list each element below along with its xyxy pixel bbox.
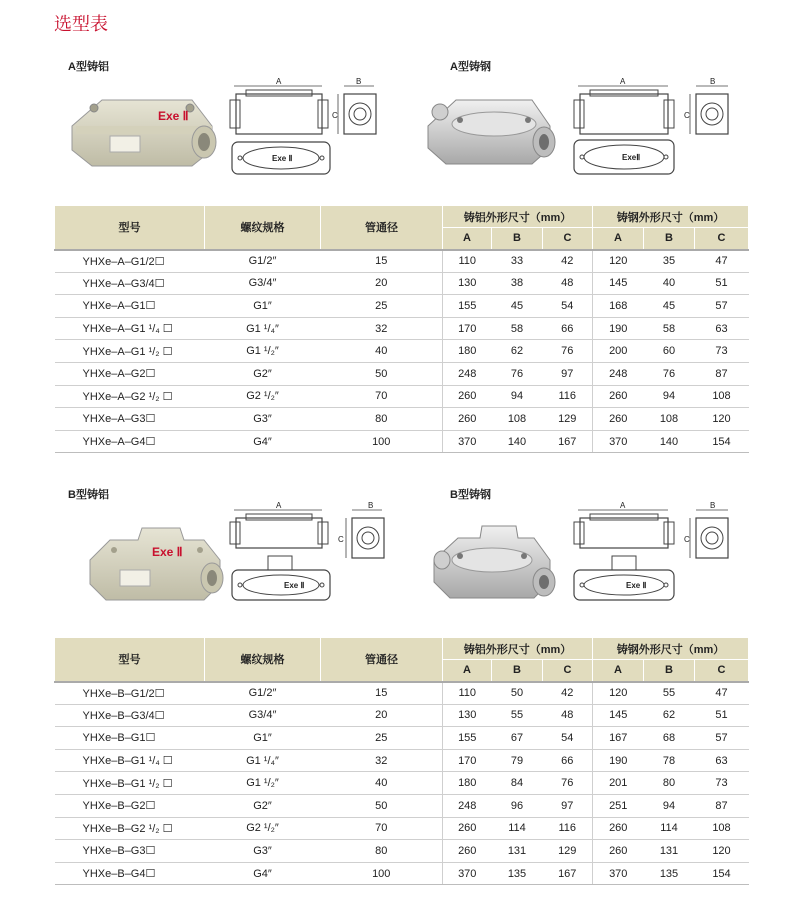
- b-aluminum-drawing: [228, 500, 388, 610]
- table-cell: 84: [492, 772, 543, 795]
- dim-label-a: A: [620, 77, 626, 86]
- table-cell: 73: [695, 340, 749, 363]
- table-cell: 167: [543, 862, 593, 885]
- a-steel-drawing-mark: ExeⅡ: [622, 153, 641, 162]
- table-cell: 168: [593, 295, 644, 318]
- table-row: [55, 408, 749, 431]
- header-thread: 螺纹规格: [205, 638, 321, 682]
- table-row: [55, 272, 749, 295]
- table-cell: 73: [695, 772, 749, 795]
- table-cell: 40: [321, 340, 443, 363]
- table-cell: 58: [492, 317, 543, 340]
- spec-table-a: [54, 205, 749, 453]
- table-cell: 370: [593, 862, 644, 885]
- table-cell: G1/2″: [205, 682, 321, 705]
- table-cell: 116: [543, 817, 593, 840]
- table-cell: 100: [321, 862, 443, 885]
- header-thread: 螺纹规格: [205, 206, 321, 250]
- table-cell: 120: [695, 408, 749, 431]
- dim-label-b: B: [710, 77, 716, 86]
- table-cell: 130: [443, 704, 492, 727]
- header-b: B: [644, 660, 695, 682]
- b-steel-drawing: [568, 500, 748, 610]
- section-b-aluminum-label: B型铸铝: [68, 489, 109, 501]
- table-cell: 40: [644, 272, 695, 295]
- table-cell: 114: [644, 817, 695, 840]
- table-cell: 140: [644, 430, 695, 453]
- table-cell: G1/2″: [205, 250, 321, 273]
- a-aluminum-drawing: [228, 76, 380, 186]
- table-cell: 120: [695, 840, 749, 863]
- table-cell: 51: [695, 272, 749, 295]
- header-aluminum-group: 铸铝外形尺寸（mm）: [443, 206, 593, 228]
- table-a-body: [55, 250, 749, 453]
- table-row: [55, 430, 749, 453]
- dim-label-b: B: [356, 77, 362, 86]
- section-a-steel-label: A型铸钢: [450, 61, 491, 73]
- table-cell: 260: [593, 817, 644, 840]
- table-cell: 32: [321, 317, 443, 340]
- table-cell: 100: [321, 430, 443, 453]
- table-cell: 42: [543, 250, 593, 273]
- table-cell: 129: [543, 408, 593, 431]
- model-cell: YHXe–A–G2 ¹/₂ ☐: [55, 385, 205, 408]
- model-cell: YHXe–A–G1/2☐: [55, 250, 205, 273]
- table-cell: 62: [492, 340, 543, 363]
- table-cell: 79: [492, 749, 543, 772]
- table-cell: 67: [492, 727, 543, 750]
- model-cell: YHXe–A–G3☐: [55, 408, 205, 431]
- table-cell: 50: [321, 362, 443, 385]
- table-cell: 154: [695, 862, 749, 885]
- a-aluminum-photo-mark: Exe Ⅱ: [158, 109, 189, 123]
- b-aluminum-photo: [80, 520, 230, 608]
- table-cell: 260: [443, 408, 492, 431]
- table-cell: G3/4″: [205, 272, 321, 295]
- table-row: [55, 794, 749, 817]
- table-cell: G3″: [205, 840, 321, 863]
- table-row: [55, 840, 749, 863]
- header-a: A: [593, 660, 644, 682]
- table-row: [55, 385, 749, 408]
- header-b: B: [644, 228, 695, 250]
- table-row: [55, 727, 749, 750]
- table-cell: 108: [695, 385, 749, 408]
- table-cell: 80: [321, 840, 443, 863]
- table-cell: 15: [321, 682, 443, 705]
- table-cell: 96: [492, 794, 543, 817]
- table-cell: 15: [321, 250, 443, 273]
- table-cell: 167: [593, 727, 644, 750]
- table-cell: 70: [321, 817, 443, 840]
- table-cell: 155: [443, 727, 492, 750]
- table-cell: 370: [443, 862, 492, 885]
- table-cell: G1 ¹/₂″: [205, 772, 321, 795]
- table-cell: 20: [321, 272, 443, 295]
- table-cell: 55: [644, 682, 695, 705]
- table-cell: 32: [321, 749, 443, 772]
- table-cell: 66: [543, 749, 593, 772]
- table-cell: 135: [644, 862, 695, 885]
- table-cell: 25: [321, 727, 443, 750]
- table-cell: G4″: [205, 862, 321, 885]
- table-cell: 35: [644, 250, 695, 273]
- model-cell: YHXe–B–G2☐: [55, 794, 205, 817]
- table-cell: 62: [644, 704, 695, 727]
- model-cell: YHXe–B–G1/2☐: [55, 682, 205, 705]
- table-cell: 154: [695, 430, 749, 453]
- table-cell: 248: [593, 362, 644, 385]
- table-cell: 248: [443, 362, 492, 385]
- table-cell: 42: [543, 682, 593, 705]
- table-cell: 80: [644, 772, 695, 795]
- section-b-steel-label: B型铸钢: [450, 489, 491, 501]
- table-row: [55, 862, 749, 885]
- page-title: 选型表: [54, 14, 108, 34]
- table-cell: 145: [593, 704, 644, 727]
- table-cell: 260: [443, 817, 492, 840]
- table-cell: 116: [543, 385, 593, 408]
- table-cell: 45: [644, 295, 695, 318]
- model-cell: YHXe–A–G1☐: [55, 295, 205, 318]
- table-cell: G2 ¹/₂″: [205, 817, 321, 840]
- header-steel-group: 铸钢外形尺寸（mm）: [593, 638, 749, 660]
- table-cell: 251: [593, 794, 644, 817]
- table-cell: 54: [543, 727, 593, 750]
- table-cell: 135: [492, 862, 543, 885]
- model-cell: YHXe–A–G1 ¹/₄ ☐: [55, 317, 205, 340]
- table-cell: 63: [695, 317, 749, 340]
- table-cell: 260: [443, 385, 492, 408]
- header-steel-group: 铸钢外形尺寸（mm）: [593, 206, 749, 228]
- table-cell: 108: [492, 408, 543, 431]
- table-cell: 260: [443, 840, 492, 863]
- table-row: [55, 317, 749, 340]
- table-cell: 167: [543, 430, 593, 453]
- table-cell: 55: [492, 704, 543, 727]
- b-aluminum-photo-mark: Exe Ⅱ: [152, 545, 183, 559]
- table-row: [55, 250, 749, 273]
- table-cell: 201: [593, 772, 644, 795]
- table-row: [55, 749, 749, 772]
- table-cell: 200: [593, 340, 644, 363]
- table-cell: 54: [543, 295, 593, 318]
- model-cell: YHXe–A–G2☐: [55, 362, 205, 385]
- table-row: [55, 817, 749, 840]
- table-cell: 76: [644, 362, 695, 385]
- dim-label-a: A: [620, 501, 626, 510]
- table-cell: 48: [543, 272, 593, 295]
- table-cell: 114: [492, 817, 543, 840]
- table-cell: G3/4″: [205, 704, 321, 727]
- table-row: [55, 772, 749, 795]
- dim-label-a: A: [276, 77, 282, 86]
- b-steel-photo: [422, 516, 562, 608]
- table-cell: 97: [543, 794, 593, 817]
- table-cell: 87: [695, 362, 749, 385]
- table-cell: 131: [492, 840, 543, 863]
- table-b-body: [55, 682, 749, 885]
- model-cell: YHXe–B–G2 ¹/₂ ☐: [55, 817, 205, 840]
- table-cell: 94: [644, 385, 695, 408]
- dim-label-c: C: [338, 535, 344, 544]
- model-cell: YHXe–A–G4☐: [55, 430, 205, 453]
- header-c: C: [543, 660, 593, 682]
- table-cell: 60: [644, 340, 695, 363]
- table-cell: 248: [443, 794, 492, 817]
- table-cell: 108: [695, 817, 749, 840]
- model-cell: YHXe–B–G1 ¹/₄ ☐: [55, 749, 205, 772]
- table-cell: 108: [644, 408, 695, 431]
- header-a: A: [593, 228, 644, 250]
- table-cell: 260: [593, 840, 644, 863]
- dim-label-a: A: [276, 501, 282, 510]
- dim-label-b: B: [710, 501, 716, 510]
- model-cell: YHXe–A–G3/4☐: [55, 272, 205, 295]
- table-cell: 260: [593, 385, 644, 408]
- header-model: 型号: [55, 638, 205, 682]
- b-aluminum-drawing-mark: Exe Ⅱ: [284, 581, 305, 590]
- header-c: C: [695, 228, 749, 250]
- dim-label-b: B: [368, 501, 374, 510]
- table-cell: 57: [695, 727, 749, 750]
- spec-table-b: [54, 637, 749, 885]
- table-cell: 68: [644, 727, 695, 750]
- table-cell: 66: [543, 317, 593, 340]
- header-a: A: [443, 228, 492, 250]
- table-cell: 38: [492, 272, 543, 295]
- table-row: [55, 704, 749, 727]
- table-cell: G1 ¹/₄″: [205, 317, 321, 340]
- header-c: C: [543, 228, 593, 250]
- table-cell: 50: [321, 794, 443, 817]
- header-pipe: 管通径: [321, 206, 443, 250]
- header-aluminum-group: 铸铝外形尺寸（mm）: [443, 638, 593, 660]
- table-cell: 94: [492, 385, 543, 408]
- table-cell: 110: [443, 250, 492, 273]
- table-row: [55, 682, 749, 705]
- table-cell: 76: [543, 340, 593, 363]
- dim-label-c: C: [684, 111, 690, 120]
- table-cell: 50: [492, 682, 543, 705]
- table-cell: 57: [695, 295, 749, 318]
- table-cell: 33: [492, 250, 543, 273]
- model-cell: YHXe–B–G3☐: [55, 840, 205, 863]
- header-c: C: [695, 660, 749, 682]
- table-row: [55, 295, 749, 318]
- table-cell: 190: [593, 317, 644, 340]
- table-cell: G1 ¹/₄″: [205, 749, 321, 772]
- table-cell: G2 ¹/₂″: [205, 385, 321, 408]
- table-cell: 40: [321, 772, 443, 795]
- table-cell: 70: [321, 385, 443, 408]
- table-cell: 110: [443, 682, 492, 705]
- table-cell: 76: [543, 772, 593, 795]
- table-row: [55, 340, 749, 363]
- table-cell: 120: [593, 682, 644, 705]
- table-row: [55, 362, 749, 385]
- table-cell: G1″: [205, 295, 321, 318]
- table-cell: 20: [321, 704, 443, 727]
- model-cell: YHXe–B–G1 ¹/₂ ☐: [55, 772, 205, 795]
- a-aluminum-photo: [62, 86, 224, 174]
- a-steel-photo: [416, 86, 560, 174]
- table-cell: 76: [492, 362, 543, 385]
- table-cell: G1 ¹/₂″: [205, 340, 321, 363]
- dim-label-c: C: [332, 111, 338, 120]
- table-cell: 80: [321, 408, 443, 431]
- model-cell: YHXe–A–G1 ¹/₂ ☐: [55, 340, 205, 363]
- table-cell: 25: [321, 295, 443, 318]
- header-b: B: [492, 228, 543, 250]
- a-aluminum-drawing-mark: Exe Ⅱ: [272, 154, 293, 163]
- table-cell: 78: [644, 749, 695, 772]
- table-cell: G3″: [205, 408, 321, 431]
- table-cell: 260: [593, 408, 644, 431]
- table-cell: 145: [593, 272, 644, 295]
- header-b: B: [492, 660, 543, 682]
- table-cell: 155: [443, 295, 492, 318]
- a-steel-drawing: [568, 76, 748, 186]
- section-a-aluminum-label: A型铸铝: [68, 61, 109, 73]
- table-cell: 130: [443, 272, 492, 295]
- dim-label-c: C: [684, 535, 690, 544]
- model-cell: YHXe–B–G4☐: [55, 862, 205, 885]
- table-cell: 63: [695, 749, 749, 772]
- table-cell: G1″: [205, 727, 321, 750]
- table-cell: G2″: [205, 362, 321, 385]
- table-cell: 58: [644, 317, 695, 340]
- table-cell: 140: [492, 430, 543, 453]
- table-cell: 170: [443, 749, 492, 772]
- table-cell: 48: [543, 704, 593, 727]
- table-cell: 97: [543, 362, 593, 385]
- model-cell: YHXe–B–G3/4☐: [55, 704, 205, 727]
- header-pipe: 管通径: [321, 638, 443, 682]
- table-cell: 94: [644, 794, 695, 817]
- table-cell: 370: [443, 430, 492, 453]
- table-cell: 129: [543, 840, 593, 863]
- table-cell: 180: [443, 772, 492, 795]
- model-cell: YHXe–B–G1☐: [55, 727, 205, 750]
- table-cell: 180: [443, 340, 492, 363]
- header-a: A: [443, 660, 492, 682]
- table-cell: 47: [695, 250, 749, 273]
- table-cell: G4″: [205, 430, 321, 453]
- table-cell: G2″: [205, 794, 321, 817]
- header-model: 型号: [55, 206, 205, 250]
- table-cell: 120: [593, 250, 644, 273]
- table-cell: 51: [695, 704, 749, 727]
- table-cell: 45: [492, 295, 543, 318]
- table-cell: 87: [695, 794, 749, 817]
- table-cell: 47: [695, 682, 749, 705]
- b-steel-drawing-mark: Exe Ⅱ: [626, 581, 647, 590]
- table-cell: 170: [443, 317, 492, 340]
- table-cell: 370: [593, 430, 644, 453]
- table-cell: 190: [593, 749, 644, 772]
- table-cell: 131: [644, 840, 695, 863]
